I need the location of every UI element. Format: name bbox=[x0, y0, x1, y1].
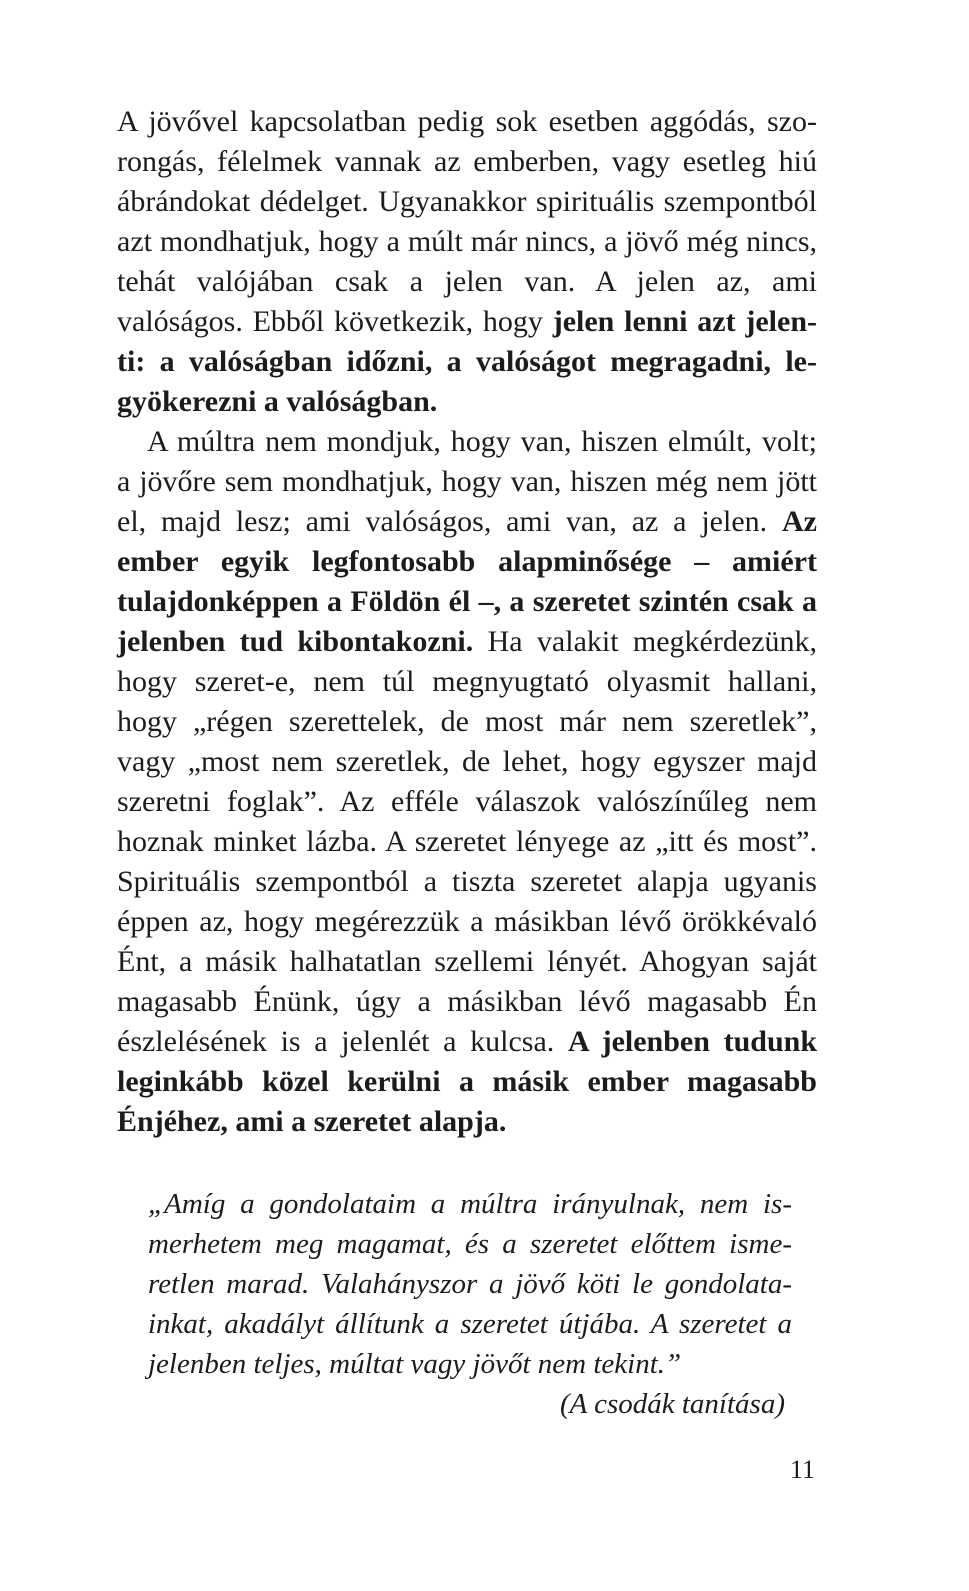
paragraph-2 bbox=[117, 422, 817, 1142]
paragraph-1-bold-statement: jelen lenni azt jelenti: a valóságban időzni, a valóságot megragadni, legyökerezni a valóságban. bbox=[117, 305, 817, 418]
paragraph-1-text: A jövővel kapcsolatban pedig sok esetben aggódás, szorongás, félelmek vannak az emberben, vagy esetleg hiú ábrándokat dédelget. Ugyanakkor spirituális szempontból azt mondhatjuk, hogy a múlt már nincs, a jövő még nincs, tehát valójában csak a jelen van. A jelen az, ami valóságos. Ebből következik, hogy bbox=[117, 105, 817, 338]
paragraph-2-text-a: A múltra nem mondjuk, hogy van, hiszen elmúlt, volt; a jövőre sem mondhatjuk, hogy van, hiszen még nem jött el, majd lesz; ami valóságos, ami van, az a jelen. bbox=[117, 425, 817, 538]
paragraph-2-bold-a: Az ember egyik legfontosabb alapminősége – amiért tulajdonképpen a Földön él –, a szeretet szintén csak a jelenben tud kibontakozni. bbox=[117, 505, 817, 658]
paragraph-1 bbox=[117, 102, 817, 422]
page-number: 11 bbox=[789, 1455, 815, 1484]
paragraph-2-bold-b: A jelenben tudunk leginkább közel kerülni a másik ember magasabb Énjéhez, ami a szeretet alapja. bbox=[117, 1025, 818, 1138]
paragraph-2-text-b: Ha valakit megkérdezünk, hogy szeret-e, nem túl megnyugtató olyasmit hallani, hogy „régen szerettelek, de most már nem szeretlek”, vagy „most nem szeretlek, de lehet, hogy egyszer majd szeretni foglak”. Az efféle válaszok valószínűleg nem hoznak minket lázba. A szeretet lényege az „itt és most”. Spirituális szempontból a tiszta szeretet alapja ugyanis éppen az, hogy megérezzük a másikban lévő örökkévaló Ént, a másik halhatatlan szellemi lényét. Ahogyan saját magasabb Énünk, úgy a másikban lévő magasabb Én észlelésének is a jelenlét a kulcsa. bbox=[117, 625, 817, 1058]
body-text bbox=[117, 102, 817, 1142]
quotation-text: „Amíg a gondolataim a múltra irányulnak, nem ismerhetem meg magamat, és a szeretet előttem ismeretlen marad. Valahányszor a jövő köti le gondolatainkat, akadályt állítunk a szeretet útjába. A szeretet a jelenben teljes, múltat vagy jövőt nem tekint.” bbox=[148, 1188, 792, 1380]
quotation-attribution: (A csodák tanítása) bbox=[560, 1388, 785, 1420]
quotation-block bbox=[148, 1184, 792, 1384]
